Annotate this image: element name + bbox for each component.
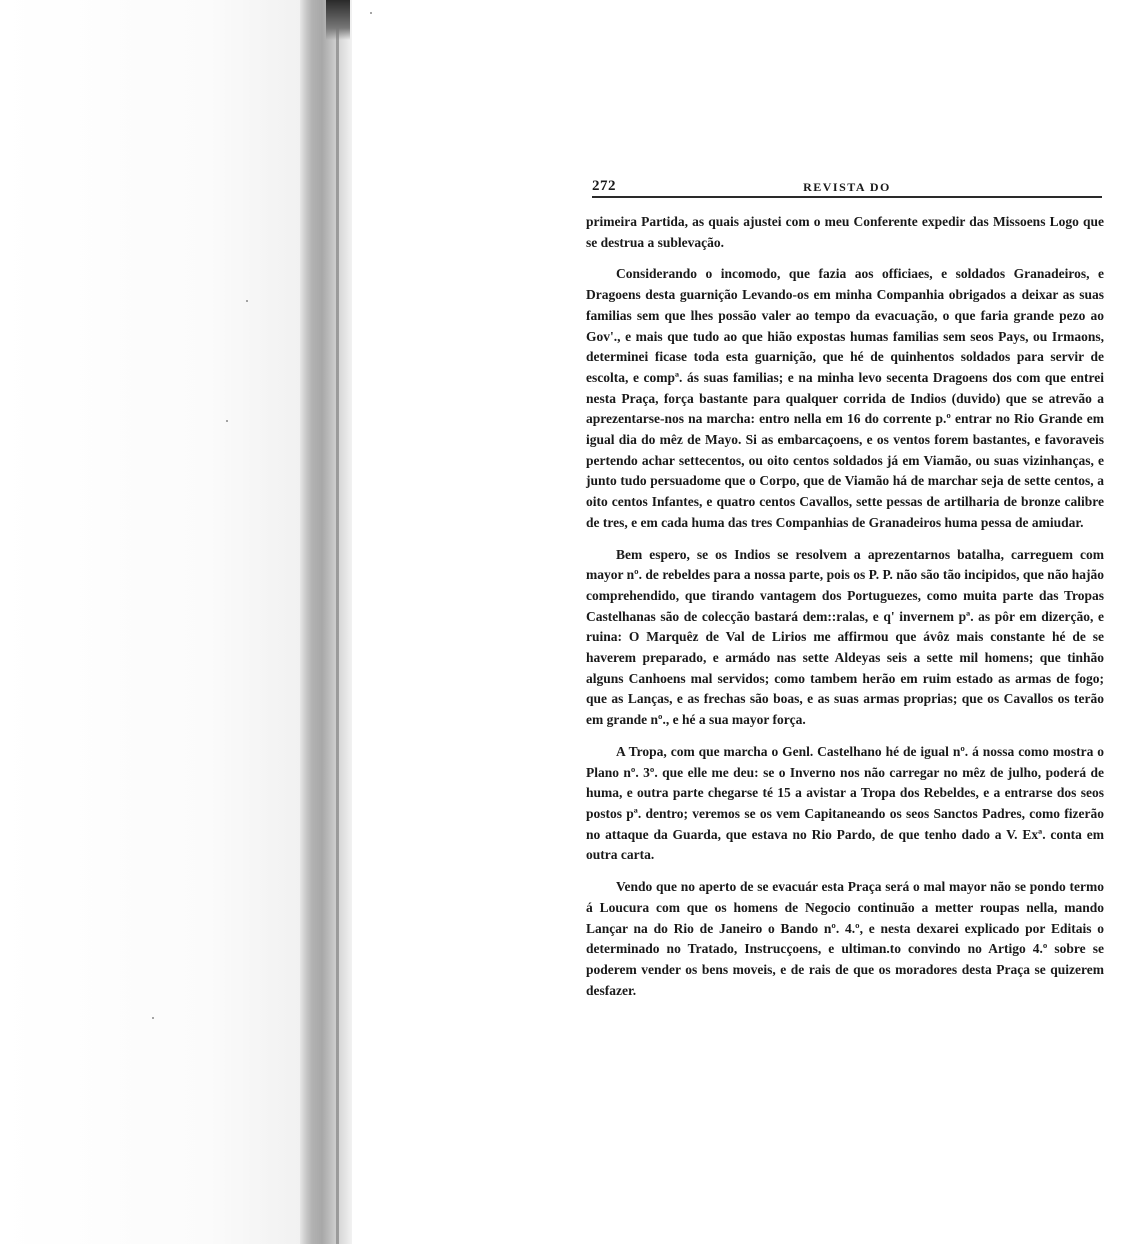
left-blank-page	[0, 0, 300, 1244]
header-rule	[592, 196, 1102, 198]
gutter-edge-line	[336, 0, 339, 1244]
page-number: 272	[592, 178, 616, 194]
paragraph: Vendo que no aperto de se evacuár esta Praça será o mal mayor não se pondo termo á Loucura com que os homens de Negocio continuão a metter roupas nella, mando Lançar na do Rio de Janeiro o Bando nº. 4.º, e nesta dexarei explicado por Editais o determinado no Tratado, Instrucçoens, e ultiman.to convindo no Artigo 4.º sobre se poderem vender os bens moveis, e de rais de que os moradores desta Praça se quizerem desfazer.	[586, 879, 1104, 998]
paper-speck	[246, 300, 248, 302]
paper-speck	[370, 12, 372, 14]
paper-speck	[226, 420, 228, 422]
gutter-top-shadow	[326, 0, 350, 40]
paragraph: Bem espero, se os Indios se resolvem a aprezentarnos batalha, carreguem com mayor nº. de rebeldes para a nossa parte, pois os P. P. não são tão incipidos, que não hajão comprehendido, que tirando vantagem dos Portuguezes, como muita parte das Tropas Castelhanas são de colecção bastará dem::ralas, e q' invernem pª. as pôr em dizerção, e ruina: O Marquêz de Val de Lirios me affirmou que ávôz mais constante hé de se haverem preparado, e armádo nas sette Aldeyas seis a sette mil homens; que tinhão alguns Canhoens mal servidos; como tambem herão em ruim estado as armas de fogo; que as Lanças, e as frechas são boas, e as suas armas proprias; que os Cavallos os terão em grande nº., e hé a sua mayor força.	[586, 546, 1104, 728]
book-gutter	[300, 0, 352, 1244]
paragraph: Considerando o incomodo, que fazia aos officiaes, e soldados Granadeiros, e Dragoens desta guarnição Levando-os em minha Companhia obrigados a deixar as suas familias sem que lhes possão valer ao tempo da evacuação, o que faria grande pezo ao Gov'., e mais que tudo ao que hião expostas humas familias sem seos Pays, ou Irmaons, determinei ficase toda esta guarnição, que hé de quinhentos soldados para servir de escolta, e compª. ás suas familias; e na minha levo secenta Dragoens dos com que entrei nesta Praça, força bastante para qualquer corrida de Indios (duvido) que se atrevão a aprezentarse-nos na marcha: entro nella em 16 do corrente p.º entrar no Rio Grande em igual dia do mêz de Mayo. Si as embarcaçoens, e os ventos forem bastantes, e favoraveis pertendo achar settecentos, ou oito centos soldados já em Viamão, ou suas vizinhanças, e junto tudo persuadome que o Corpo, que de Viamão há de marchar seja de sette centos, a oito centos Infantes, e quatro centos Cavallos, sette pessas de artilharia de bronze calibre de tres, e em cada huma das tres Companhias de Granadeiros huma pessa de amiudar.	[586, 266, 1104, 530]
running-head: REVISTA DO	[803, 180, 891, 194]
paper-speck	[152, 1017, 154, 1019]
body-text	[586, 212, 1104, 1012]
paragraph: primeira Partida, as quais ajustei com o meu Conferente expedir das Missoens Logo que se destrua a sublevação.	[586, 214, 1104, 250]
paragraph: A Tropa, com que marcha o Genl. Castelhano hé de igual nº. á nossa como mostra o Plano nº. 3º. que elle me deu: se o Inverno nos não carregar no mêz de julho, poderá de huma, e outra parte chegarse té 15 a avistar a Tropa dos Rebeldes, e a entrarse dos seos postos pª. dentro; veremos se os vem Capitaneando os seos Sanctos Padres, como fizerão no attaque da Guarda, que estava no Rio Pardo, de que tenho dado a V. Exª. conta em outra carta.	[586, 743, 1104, 863]
